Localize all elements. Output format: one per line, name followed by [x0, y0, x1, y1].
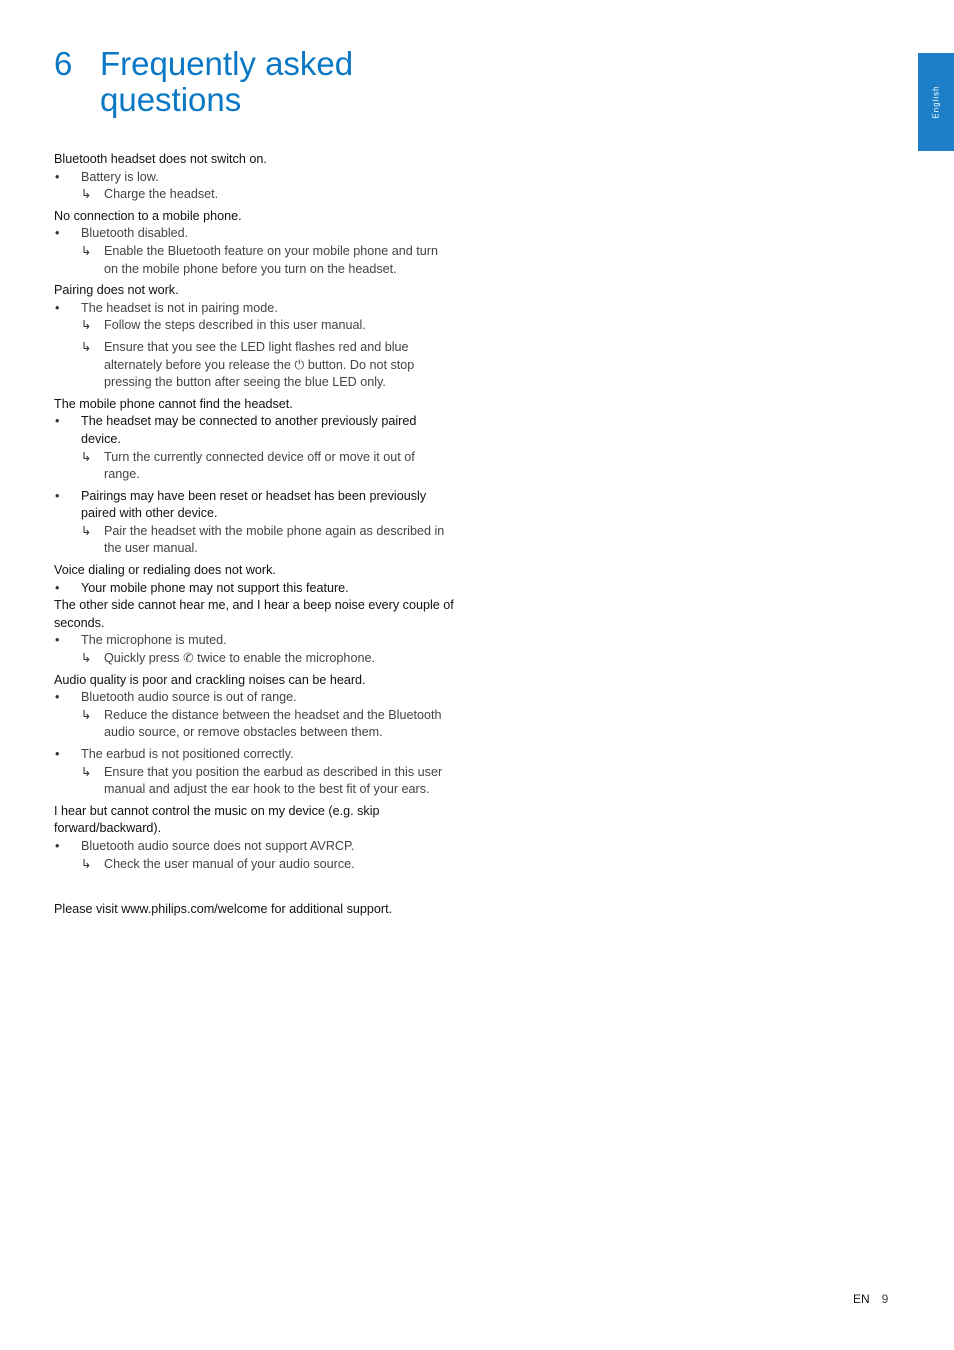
faq-question: I hear but cannot control the music on my device (e.g. skip forward/backward). — [54, 803, 380, 836]
faq-question: The mobile phone cannot find the headset. — [54, 396, 293, 411]
faq-cause: • Pairings may have been reset or headset has been previously paired with other device. — [54, 488, 454, 523]
chapter-title-line-1: Frequently asked — [100, 45, 354, 82]
faq-list — [54, 151, 454, 873]
faq-cause: • Battery is low. — [54, 169, 454, 187]
faq-cause: • Bluetooth audio source does not support AVRCP. — [54, 838, 454, 856]
language-tab-label: English — [931, 85, 941, 119]
language-tab — [918, 53, 954, 151]
faq-cause: • Bluetooth disabled. — [54, 225, 454, 243]
faq-question: Audio quality is poor and crackling noises can be heard. — [54, 672, 366, 687]
support-note: Please visit www.philips.com/welcome for additional support. — [54, 902, 393, 916]
faq-solution: ↳ Ensure that you position the earbud as described in this user manual and adjust the ear hook to the best fit of your ears. — [54, 764, 454, 799]
faq-cause: • Bluetooth audio source is out of range. — [54, 689, 454, 707]
faq-solution: ↳ Ensure that you see the LED light flashes red and blue alternately before you release the ⏻ button. Do not stop pressing the button after seeing the blue LED only. — [54, 339, 454, 392]
faq-solution: ↳ Enable the Bluetooth feature on your mobile phone and turn on the mobile phone before you turn on the headset. — [54, 243, 454, 278]
faq-cause: • The earbud is not positioned correctly. — [54, 746, 454, 764]
chapter-number: 6 — [54, 45, 73, 82]
faq-cause: • The microphone is muted. — [54, 632, 454, 650]
faq-solution: ↳ Follow the steps described in this user manual. — [54, 317, 454, 335]
footer-language: EN — [853, 1292, 870, 1306]
faq-question: Voice dialing or redialing does not work. — [54, 563, 276, 578]
faq-question: No connection to a mobile phone. — [54, 208, 242, 223]
faq-question: Pairing does not work. — [54, 283, 179, 298]
faq-cause: • The headset may be connected to another previously paired device. — [54, 413, 454, 448]
faq-question: Bluetooth headset does not switch on. — [54, 152, 267, 166]
faq-cause: • Your mobile phone may not support this feature. — [54, 580, 454, 598]
chapter-title-line-2: questions — [100, 81, 242, 118]
faq-solution: ↳ Turn the currently connected device off or move it out of range. — [54, 449, 454, 484]
page-number: 9 — [881, 1292, 889, 1306]
faq-cause: • The headset is not in pairing mode. — [54, 300, 454, 318]
page-footer — [853, 1292, 888, 1306]
faq-solution: ↳ Quickly press ✆ twice to enable the microphone. — [54, 650, 454, 668]
chapter-title — [54, 46, 353, 118]
faq-solution: ↳ Pair the headset with the mobile phone again as described in the user manual. — [54, 523, 454, 558]
faq-question: The other side cannot hear me, and I hear a beep noise every couple of seconds. — [54, 598, 454, 630]
faq-solution: ↳ Reduce the distance between the headset and the Bluetooth audio source, or remove obstacles between them. — [54, 707, 454, 742]
chapter-title-text — [100, 46, 353, 118]
faq-solution: ↳ Charge the headset. — [54, 186, 454, 204]
faq-solution: ↳ Check the user manual of your audio source. — [54, 856, 454, 874]
